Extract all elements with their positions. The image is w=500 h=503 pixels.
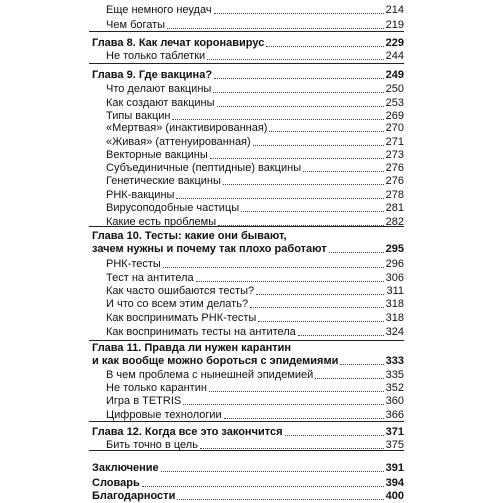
toc-entry-label: Не только карантин — [106, 382, 207, 394]
leader-dots — [176, 198, 383, 199]
leader-dots — [213, 92, 383, 93]
leader-dots — [183, 404, 383, 405]
toc-item-row[interactable] — [0, 3, 500, 17]
section-divider — [89, 31, 404, 32]
toc-section-row[interactable] — [0, 489, 500, 503]
toc-item-row[interactable] — [0, 368, 500, 382]
leader-dots — [209, 391, 384, 392]
toc-entry-label: Какие есть проблемы — [106, 216, 217, 228]
toc-item-row[interactable] — [0, 257, 500, 271]
toc-entry-label: И что со всем этим делать? — [106, 298, 249, 310]
toc-page-number: 271 — [385, 136, 404, 148]
toc-chapter-row[interactable] — [0, 68, 500, 82]
leader-dots — [142, 486, 384, 487]
toc-entry-label: «Мертвая» (инактивированная) — [106, 122, 268, 134]
leader-dots — [217, 106, 384, 107]
toc-section-row[interactable] — [0, 476, 500, 490]
section-divider — [89, 421, 404, 422]
toc-page-number: 318 — [385, 298, 404, 310]
toc-entry-label: Как создают вакцины — [106, 97, 215, 109]
toc-entry-label: Словарь — [92, 477, 140, 489]
toc-page-number: 269 — [385, 110, 404, 122]
toc-page-number: 324 — [385, 326, 404, 338]
toc-page-number: 371 — [385, 426, 404, 438]
leader-dots — [258, 321, 383, 322]
toc-entry-label: Субъединичные (пептидные) вакцины — [106, 162, 302, 174]
leader-dots — [207, 59, 383, 60]
toc-entry-label: Как часто ошибаются тесты? — [106, 285, 255, 297]
toc-entry-label: Глава 8. Как лечат коронавирус — [92, 37, 265, 49]
leader-dots — [210, 158, 384, 159]
toc-page-number: 296 — [385, 258, 404, 270]
leader-dots — [266, 46, 383, 47]
toc-page-number: 335 — [385, 369, 404, 381]
toc-entry-label: Как воспринимать тесты на антитела — [106, 326, 296, 338]
leader-dots — [241, 211, 383, 212]
toc-entry-label: В чем проблема с нынешней эпидемией — [106, 369, 314, 381]
toc-item-row[interactable] — [0, 394, 500, 408]
toc-item-row[interactable] — [0, 188, 500, 202]
toc-chapter-row[interactable] — [0, 36, 500, 50]
leader-dots — [253, 145, 384, 146]
toc-page-number: 270 — [385, 122, 404, 134]
leader-dots — [196, 281, 384, 282]
toc-entry-label: Вирусоподобные частицы — [106, 202, 240, 214]
toc-entry-label: Заключение — [92, 462, 159, 474]
leader-dots — [223, 184, 384, 185]
toc-entry-label: Цифровые технологии — [106, 409, 222, 421]
toc-item-row[interactable] — [0, 148, 500, 162]
toc-entry-label: Глава 10. Тесты: какие они бывают, — [92, 230, 287, 242]
leader-dots — [285, 435, 384, 436]
toc-chapter-row[interactable] — [0, 341, 500, 355]
toc-item-row[interactable] — [0, 284, 500, 298]
leader-dots — [167, 28, 384, 29]
toc-entry-label: Игра в TETRIS — [106, 395, 182, 407]
leader-dots — [214, 13, 384, 14]
toc-page-number: 360 — [385, 395, 404, 407]
toc-page-number: 333 — [385, 355, 404, 367]
toc-entry-label: Благодарности — [92, 490, 176, 502]
toc-item-row[interactable] — [0, 408, 500, 422]
toc-item-row[interactable] — [0, 82, 500, 96]
toc-page-number: 214 — [385, 4, 404, 16]
toc-chapter-row[interactable] — [0, 229, 500, 243]
toc-item-row[interactable] — [0, 18, 500, 32]
toc-page-number: 278 — [385, 189, 404, 201]
toc-entry-label: Как воспринимать РНК-тесты — [106, 312, 257, 324]
leader-dots — [224, 418, 384, 419]
toc-page-number: 391 — [385, 462, 404, 474]
toc-entry-label: Не только таблетки — [106, 50, 206, 62]
toc-page-number: 276 — [385, 162, 404, 174]
toc-page-number: 250 — [385, 83, 404, 95]
toc-item-row[interactable] — [0, 311, 500, 325]
toc-page-number: 400 — [385, 490, 404, 502]
toc-page-number: 244 — [385, 50, 404, 62]
toc-item-row[interactable] — [0, 325, 500, 339]
toc-page-number: 229 — [385, 37, 404, 49]
toc-page-number: 318 — [385, 312, 404, 324]
toc-page-number: 282 — [385, 216, 404, 228]
toc-page-number: 295 — [385, 243, 404, 255]
toc-entry-label: Глава 11. Правда ли нужен карантин — [92, 342, 292, 354]
toc-item-row[interactable] — [0, 161, 500, 175]
toc-entry-label: РНК-вакцины — [106, 189, 175, 201]
leader-dots — [256, 294, 384, 295]
leader-dots — [214, 78, 384, 79]
toc-item-row[interactable] — [0, 174, 500, 188]
toc-page-number: 273 — [385, 149, 404, 161]
toc-page-number: 311 — [386, 285, 404, 297]
toc-entry-label: Что делают вакцины — [106, 83, 212, 95]
toc-entry-label: Генетические вакцины — [106, 175, 221, 187]
toc-entry-label: Еще немного неудач — [106, 4, 212, 16]
toc-entry-label: зачем нужны и почему так плохо работают — [92, 243, 327, 255]
toc-entry-label: РНК-тесты — [106, 258, 161, 270]
toc-item-row[interactable] — [0, 381, 500, 395]
leader-dots — [269, 131, 383, 132]
toc-item-row[interactable] — [0, 297, 500, 311]
toc-page-number: 253 — [385, 97, 404, 109]
toc-entry-label: Векторные вакцины — [106, 149, 208, 161]
toc-item-row[interactable] — [0, 135, 500, 149]
leader-dots — [303, 171, 384, 172]
toc-page-number: 394 — [385, 477, 404, 489]
toc-entry-label: «Живая» (аттенуированная) — [106, 136, 251, 148]
toc-item-row[interactable] — [0, 271, 500, 285]
toc-item-row[interactable] — [0, 96, 500, 110]
leader-dots — [298, 335, 384, 336]
toc-page-number: 366 — [385, 409, 404, 421]
toc-page-number: 219 — [385, 19, 404, 31]
toc-chapter-row[interactable] — [0, 425, 500, 439]
toc-entry-label: Глава 12. Когда все это закончится — [92, 426, 283, 438]
leader-dots — [161, 471, 384, 472]
toc-section-row[interactable] — [0, 461, 500, 475]
section-divider — [89, 450, 404, 451]
leader-dots — [340, 364, 383, 365]
toc-page-number: 276 — [385, 175, 404, 187]
toc-page-number: 375 — [385, 439, 404, 451]
leader-dots — [329, 252, 384, 253]
toc-page-number: 352 — [385, 382, 404, 394]
leader-dots — [250, 307, 384, 308]
toc-entry-label: и как вообще можно бороться с эпидемиями — [92, 355, 339, 367]
leader-dots — [200, 448, 384, 449]
section-divider — [89, 226, 404, 227]
toc-entry-label: Чем богаты — [106, 19, 166, 31]
toc-page-number: 281 — [385, 202, 404, 214]
toc-entry-label: Тест на антитела — [106, 272, 194, 284]
toc-item-row[interactable] — [0, 121, 500, 135]
toc-page-number: 249 — [385, 69, 404, 81]
toc-entry-label: Глава 9. Где вакцина? — [92, 69, 213, 81]
leader-dots — [163, 267, 384, 268]
toc-entry-label: Типы вакцин — [106, 110, 171, 122]
toc-chapter-row[interactable] — [0, 242, 500, 256]
toc-chapter-row[interactable] — [0, 354, 500, 368]
toc-entry-label: Бить точно в цель — [106, 439, 198, 451]
leader-dots — [315, 378, 383, 379]
leader-dots — [172, 119, 383, 120]
toc-page-number: 306 — [385, 272, 404, 284]
toc-item-row[interactable] — [0, 201, 500, 215]
toc-item-row[interactable] — [0, 49, 500, 63]
section-divider — [89, 63, 404, 64]
